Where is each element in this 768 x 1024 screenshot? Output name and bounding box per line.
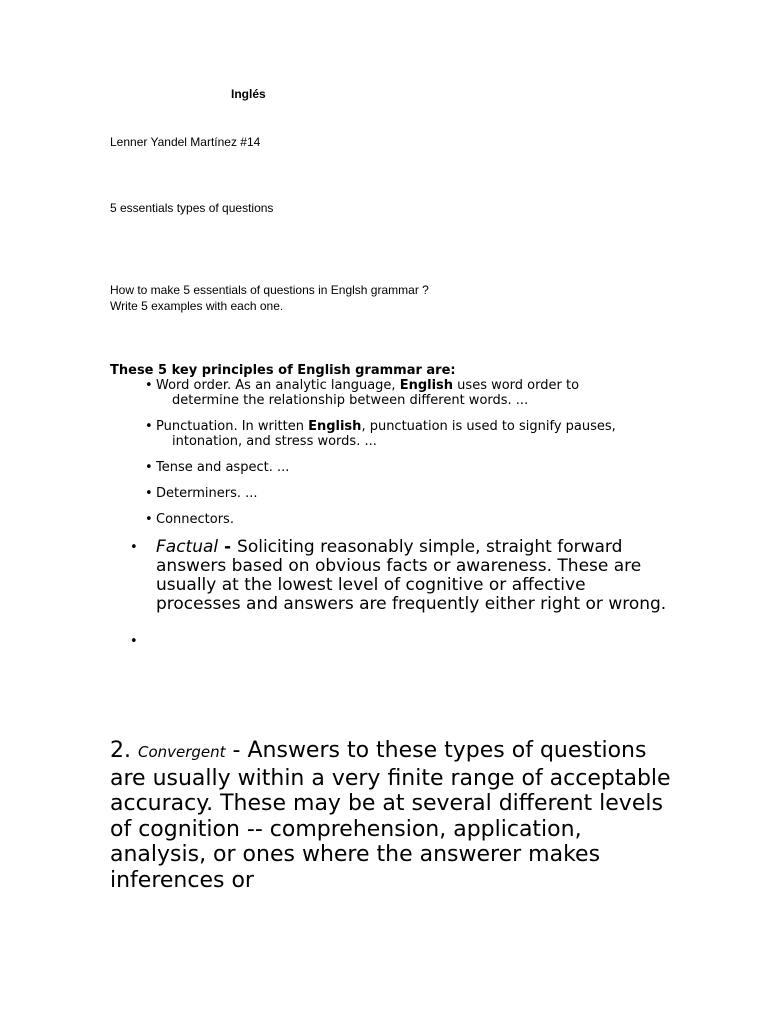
list-item-text: Tense and aspect. ... bbox=[156, 460, 290, 475]
bullet-icon: • bbox=[145, 512, 153, 527]
list-item-text: Punctuation. In written bbox=[156, 419, 309, 434]
list-item-bold: English bbox=[308, 419, 362, 434]
convergent-paragraph bbox=[110, 738, 680, 893]
question-line-2: Write 5 examples with each one. bbox=[110, 299, 284, 313]
bullet-icon: • bbox=[145, 460, 153, 475]
factual-item bbox=[130, 538, 670, 614]
list-item-text: Word order. As an analytic language, bbox=[156, 378, 400, 393]
convergent-number: 2. bbox=[110, 738, 138, 763]
bullet-icon: • bbox=[130, 540, 138, 555]
list-item-bold: English bbox=[399, 378, 454, 393]
factual-dash: - bbox=[218, 537, 238, 557]
bullet-icon: • bbox=[130, 634, 138, 649]
list-item-continuation: determine the relationship between different words. ... bbox=[172, 393, 529, 408]
list-item-text: Connectors. bbox=[156, 512, 234, 527]
bullet-icon: • bbox=[145, 419, 153, 434]
list-item bbox=[145, 486, 665, 501]
bullet-icon: • bbox=[145, 486, 153, 501]
list-item-text: , punctuation is used to signify pauses, bbox=[361, 419, 616, 434]
list-item-text: uses word order to bbox=[453, 378, 580, 393]
factual-term: Factual bbox=[156, 537, 219, 557]
document-title: Inglés bbox=[231, 87, 266, 101]
bullet-icon: • bbox=[145, 378, 153, 393]
principles-heading: These 5 key principles of English grammar are: bbox=[110, 363, 456, 378]
factual-text: Soliciting reasonably simple, straight forward answers based on obvious facts or awareness. These are usually at the lowest level of cognitive or affective processes and answers are frequently either right or wrong. bbox=[156, 537, 667, 614]
question-line-1: How to make 5 essentials of questions in Englsh grammar ? bbox=[110, 283, 429, 297]
convergent-text: - Answers to these types of questions are usually within a very finite range of acceptable accuracy. These may be at several different levels of cognition -- comprehension, application, analysis, or ones where the answerer makes inferences or bbox=[110, 738, 671, 893]
list-item bbox=[145, 378, 665, 408]
topic-line: 5 essentials types of questions bbox=[110, 201, 274, 215]
convergent-term: Convergent bbox=[137, 743, 226, 761]
list-item-continuation: intonation, and stress words. ... bbox=[172, 434, 377, 449]
list-item-text: Determiners. ... bbox=[156, 486, 258, 501]
list-item bbox=[145, 460, 665, 475]
author-line: Lenner Yandel Martínez #14 bbox=[110, 135, 261, 149]
list-item bbox=[145, 419, 665, 449]
list-item bbox=[145, 512, 665, 527]
